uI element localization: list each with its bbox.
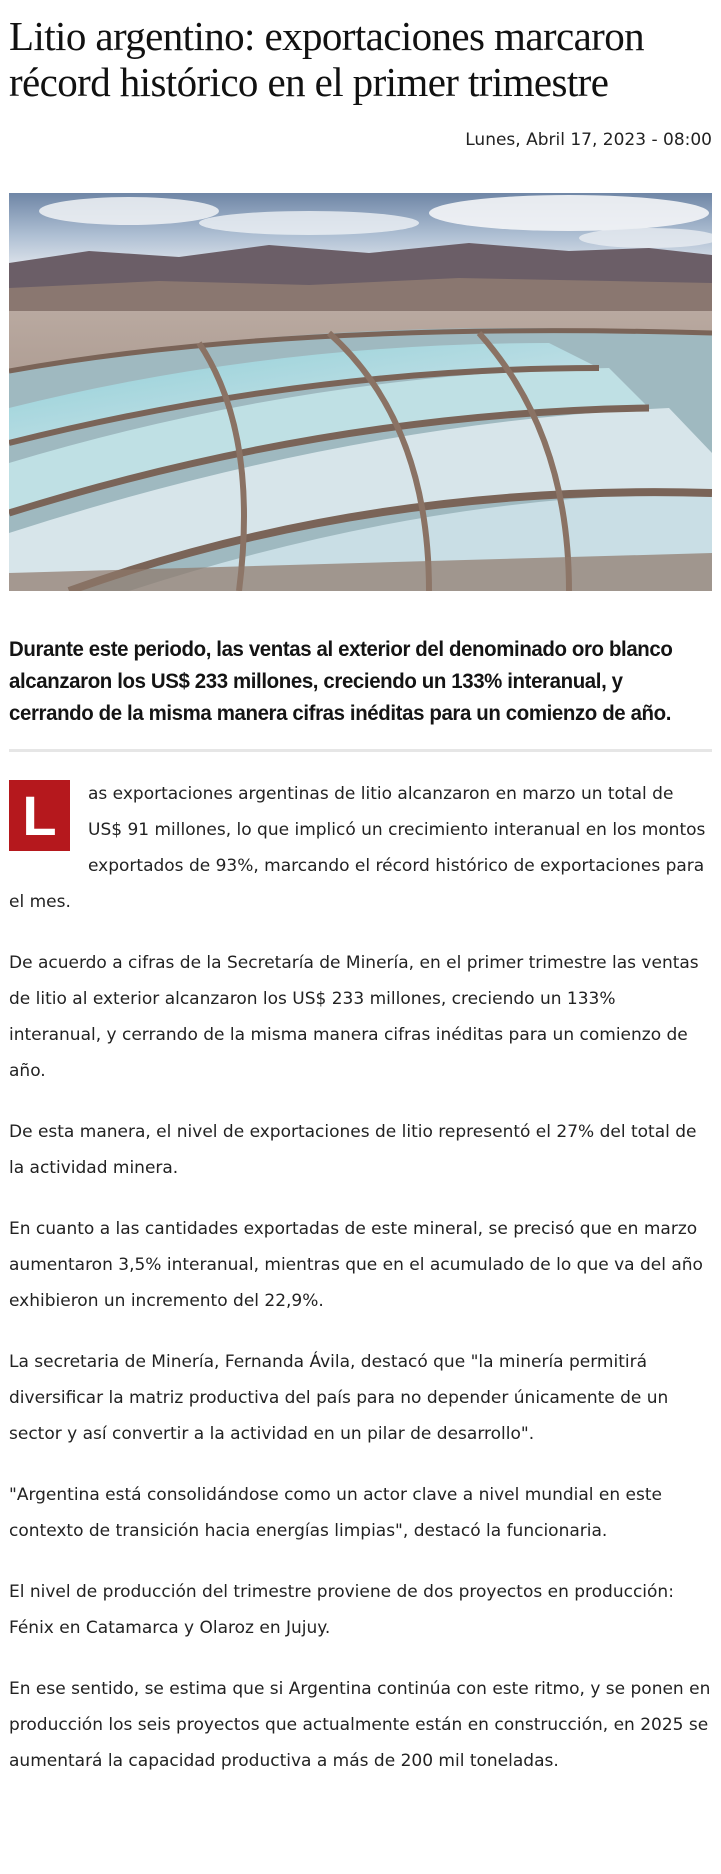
- body-paragraph: "Argentina está consolidándose como un actor clave a nivel mundial en este contexto de transición hacia energías limpias", destacó la funcionaria.: [9, 1485, 662, 1541]
- drop-cap: L: [9, 780, 70, 851]
- body-paragraph: [9, 776, 712, 920]
- body-paragraph: En ese sentido, se estima que si Argentina continúa con este ritmo, y se ponen en producción los seis proyectos que actualmente están en construcción, en 2025 se aumentará la capacidad productiva a más de 200 mil toneladas.: [9, 1679, 711, 1771]
- publish-date: Lunes, Abril 17, 2023 - 08:00: [465, 130, 712, 150]
- first-paragraph-text: as exportaciones argentinas de litio alcanzaron en marzo un total de US$ 91 millones, lo que implicó un crecimiento interanual en los montos exportados de 93%, marcando el récord histórico de exportaciones para el mes.: [9, 784, 706, 912]
- article-body: [9, 776, 712, 1779]
- body-paragraph: El nivel de producción del trimestre proviene de dos proyectos en producción: Fénix en Catamarca y Olaroz en Jujuy.: [9, 1582, 674, 1638]
- article-lead: Durante este periodo, las ventas al exterior del denominado oro blanco alcanzaron los US$ 233 millones, creciendo un 133% interanual, y cerrando de la misma manera cifras inéditas para un comienzo de año.: [9, 637, 673, 725]
- body-paragraph: La secretaria de Minería, Fernanda Ávila, destacó que "la minería permitirá diversificar la matriz productiva del país para no depender únicamente de un sector y así convertir a la actividad en un pilar de desarrollo".: [9, 1352, 669, 1444]
- body-paragraph: De esta manera, el nivel de exportaciones de litio representó el 27% del total de la actividad minera.: [9, 1122, 697, 1178]
- body-paragraph: En cuanto a las cantidades exportadas de este mineral, se precisó que en marzo aumentaron 3,5% interanual, mientras que en el acumulado de lo que va del año exhibieron un incremento del 22,9%.: [9, 1219, 703, 1311]
- body-paragraph: De acuerdo a cifras de la Secretaría de Minería, en el primer trimestre las ventas de litio al exterior alcanzaron los US$ 233 millones, creciendo un 133% interanual, y cerrando de la misma manera cifras inéditas para un comienzo de año.: [9, 953, 699, 1081]
- article: [9, 0, 712, 1804]
- section-divider: [9, 749, 712, 752]
- hero-image: [9, 193, 712, 591]
- article-title: Litio argentino: exportaciones marcaron récord histórico en el primer trimestre: [9, 13, 645, 105]
